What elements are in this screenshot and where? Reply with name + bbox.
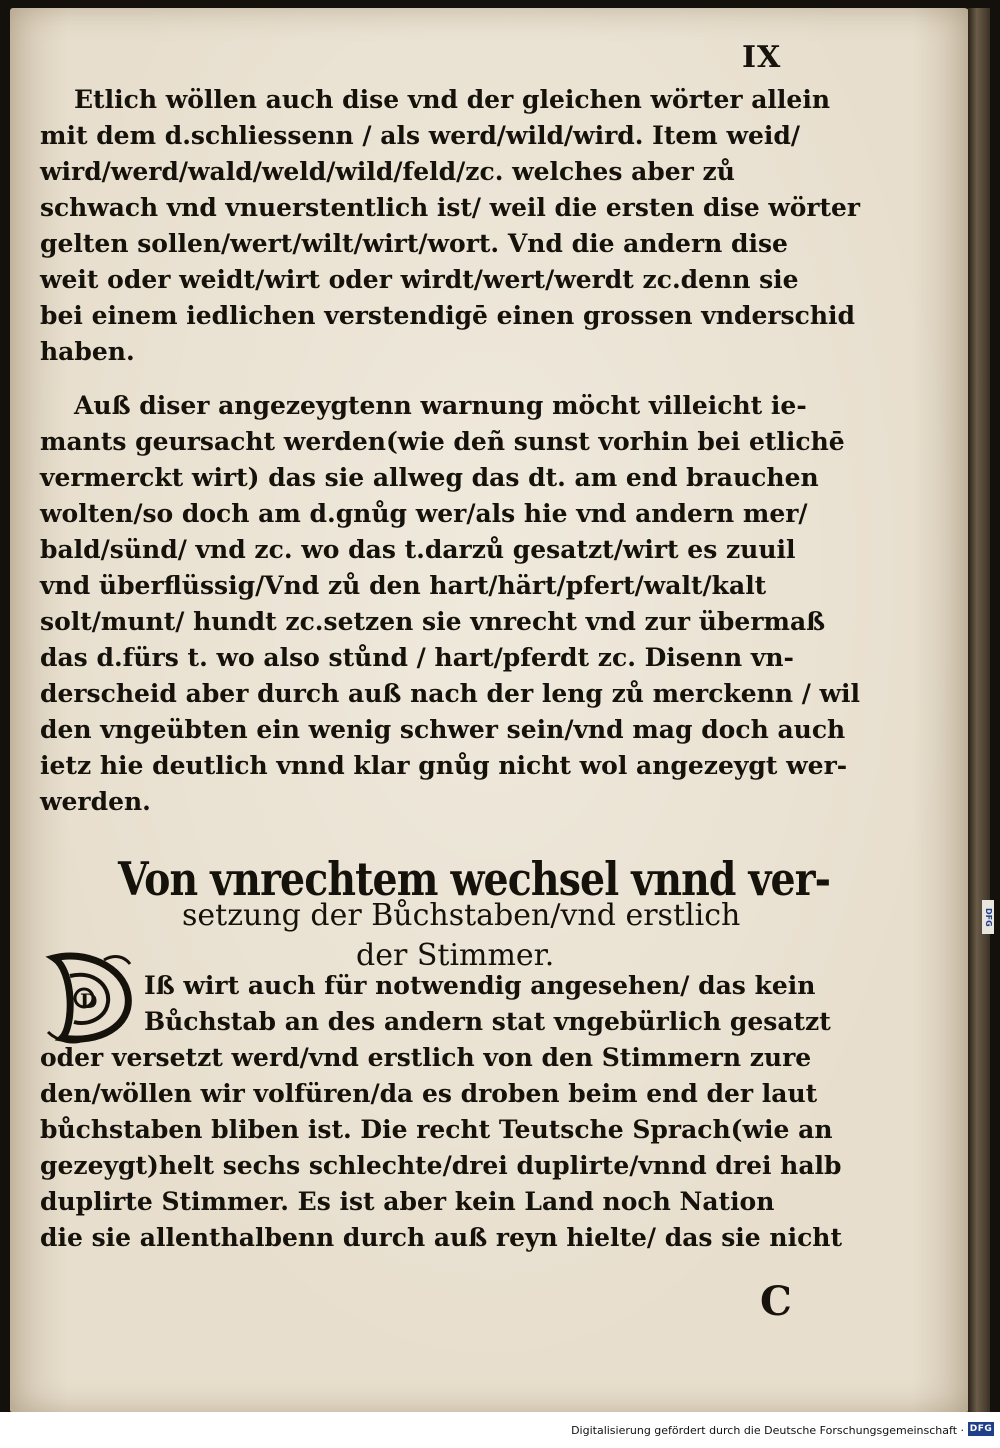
page-edge-shadow — [968, 8, 990, 1412]
text-line: werden. — [40, 787, 151, 816]
text-line: vermerckt wirt) das sie allweg das dt. am end brauchen — [40, 463, 819, 492]
text-line: wolten/so doch am d.gnůg wer/als hie vnd andern mer/ — [40, 499, 808, 528]
section-heading-line-1: Von vnrechtem wechsel vnnd ver- — [118, 852, 831, 906]
text-line: Iß wirt auch für notwendig angesehen/ das kein — [144, 971, 816, 1000]
text-line: bald/sünd/ vnd zc. wo das t.darzů gesatzt/wirt es zuuil — [40, 535, 796, 564]
text-line: derscheid aber durch auß nach der leng zů merckenn / wil — [40, 679, 861, 708]
text-line: bůchstaben bliben ist. Die recht Teutsche Sprach(wie an — [40, 1115, 833, 1144]
text-line: die sie allenthalbenn durch auß reyn hielte/ das sie nicht — [40, 1223, 843, 1252]
initial-letter: D — [80, 989, 98, 1013]
folio-number: IX — [742, 40, 782, 75]
text-line: vnd überflüssig/Vnd zů den hart/härt/pfert/walt/kalt — [40, 571, 767, 600]
text-line: Etlich wöllen auch dise vnd der gleichen wörter allein — [74, 85, 830, 114]
funding-credit: Digitalisierung gefördert durch die Deutsche Forschungsgemeinschaft · — [571, 1424, 964, 1437]
section-heading-line-2: setzung der Bůchstaben/vnd erstlich — [182, 898, 741, 933]
text-line: ietz hie deutlich vnnd klar gnůg nicht wol angezeygt wer- — [40, 751, 848, 780]
text-line: oder versetzt werd/vnd erstlich von den Stimmern zure — [40, 1043, 812, 1072]
text-line: mit dem d.schliessenn / als werd/wild/wird. Item weid/ — [40, 121, 800, 150]
text-line: wird/werd/wald/weld/wild/feld/zc. welches aber zů — [40, 157, 735, 186]
text-line: schwach vnd vnuerstentlich ist/ weil die ersten dise wörter — [40, 193, 861, 222]
text-line: Auß diser angezeygtenn warnung möcht villeicht ie- — [74, 391, 807, 420]
text-line: haben. — [40, 337, 135, 366]
text-line: duplirte Stimmer. Es ist aber kein Land noch Nation — [40, 1187, 775, 1216]
text-line: den/wöllen wir volfüren/da es droben beim end der laut — [40, 1079, 818, 1108]
section-heading-line-3: der Stimmer. — [356, 938, 555, 973]
text-line: den vngeübten ein wenig schwer sein/vnd mag doch auch — [40, 715, 846, 744]
text-line: das d.fürs t. wo also stůnd / hart/pferdt zc. Disenn vn- — [40, 643, 794, 672]
text-line: Bůchstab an des andern stat vngebürlich gesatzt — [144, 1007, 831, 1036]
text-line: mants geursacht werden(wie deñ sunst vorhin bei etlichē — [40, 427, 845, 456]
text-line: solt/munt/ hundt zc.setzen sie vnrecht vnd zur übermaß — [40, 607, 826, 636]
text-line: weit oder weidt/wirt oder wirdt/wert/werdt zc.denn sie — [40, 265, 799, 294]
text-line: gelten sollen/wert/wilt/wirt/wort. Vnd die andern dise — [40, 229, 788, 258]
text-line: gezeygt)helt sechs schlechte/drei duplirte/vnnd drei halb — [40, 1151, 842, 1180]
dfg-side-mark: DFG — [982, 900, 994, 934]
decorated-initial-d-icon — [44, 946, 136, 1046]
catchword: C — [760, 1278, 792, 1325]
dfg-logo-icon: DFG — [969, 1424, 993, 1434]
text-line: bei einem iedlichen verstendigē einen grossen vnderschid — [40, 301, 856, 330]
